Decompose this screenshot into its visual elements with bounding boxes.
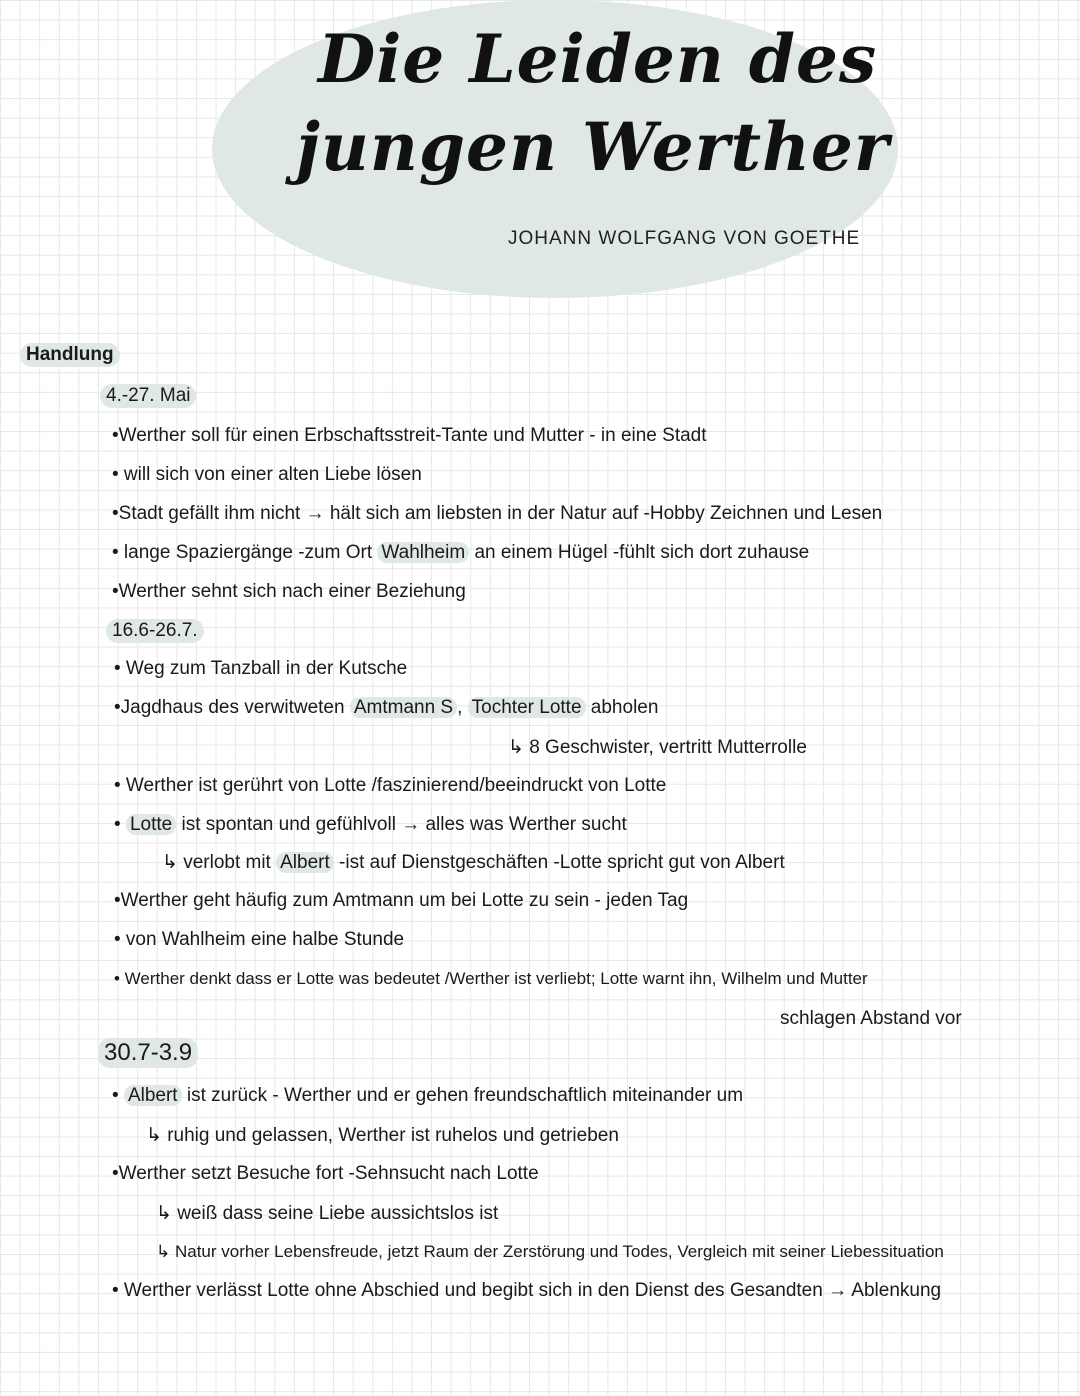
title-line-1: Die Leiden des — [318, 20, 878, 98]
plot-line-7-text-a: •Jagdhaus des verwitweten — [114, 697, 345, 718]
highlight-wahlheim: Wahlheim — [377, 542, 469, 563]
plot-line-10-text: ist spontan und gefühlvoll → alles was Werther sucht — [181, 814, 627, 835]
plot-line-16-text: ist zurück - Werther und er gehen freundschaftlich miteinander um — [186, 1085, 744, 1106]
plot-line-4 — [112, 542, 809, 564]
plot-line-17: ↳ ruhig und gelassen, Werther ist ruhelos und getrieben — [146, 1125, 619, 1146]
highlight-albert-2: Albert — [124, 1085, 182, 1106]
highlight-amtmann: Amtmann S — [350, 697, 457, 718]
section-heading: Handlung — [20, 343, 120, 367]
plot-line-7 — [114, 697, 658, 719]
plot-line-19: ↳ weiß dass seine Liebe aussichtslos ist — [156, 1203, 499, 1224]
plot-line-1: •Werther soll für einen Erbschaftsstreit-Tante und Mutter - in eine Stadt — [112, 425, 707, 446]
plot-line-8: ↳ 8 Geschwister, vertritt Mutterrolle — [508, 737, 807, 758]
plot-line-7-sep: , — [457, 697, 463, 718]
highlight-albert: Albert — [276, 852, 334, 873]
plot-line-18: •Werther setzt Besuche fort -Sehnsucht nach Lotte — [112, 1163, 539, 1184]
plot-line-10: • Lotte ist spontan und gefühlvoll → alles was Werther sucht — [114, 814, 627, 835]
plot-line-7-text-b: abholen — [590, 697, 659, 718]
plot-line-11 — [162, 851, 785, 874]
plot-line-5: •Werther sehnt sich nach einer Beziehung — [112, 581, 466, 602]
highlight-tochter-lotte: Tochter Lotte — [468, 697, 586, 718]
plot-line-12: •Werther geht häufig zum Amtmann um bei Lotte zu sein - jeden Tag — [114, 890, 689, 911]
plot-line-6: • Weg zum Tanzball in der Kutsche — [114, 658, 408, 679]
plot-line-20: ↳ Natur vorher Lebensfreude, jetzt Raum der Zerstörung und Todes, Vergleich mit seiner Liebessituation — [156, 1242, 944, 1261]
date-range-2: 16.6-26.7. — [106, 619, 204, 643]
plot-line-15: schlagen Abstand vor — [780, 1008, 962, 1029]
date-range-1: 4.-27. Mai — [100, 384, 196, 408]
author-name: JOHANN WOLFGANG VON GOETHE — [508, 228, 861, 249]
plot-line-4-text-a: • lange Spaziergänge -zum Ort — [112, 542, 373, 563]
highlight-lotte: Lotte — [126, 814, 176, 835]
plot-line-13: • von Wahlheim eine halbe Stunde — [114, 929, 405, 950]
plot-line-2: • will sich von einer alten Liebe lösen — [112, 464, 422, 485]
plot-line-16: • Albert ist zurück - Werther und er gehen freundschaftlich miteinander um — [112, 1085, 744, 1106]
title-line-2: jungen Werther — [296, 108, 890, 186]
plot-line-4-text-b: an einem Hügel -fühlt sich dort zuhause — [474, 542, 810, 563]
plot-line-21: • Werther verlässt Lotte ohne Abschied und begibt sich in den Dienst des Gesandten → Ablenkung — [112, 1280, 942, 1301]
plot-line-11-text-b: -ist auf Dienstgeschäften -Lotte spricht gut von Albert — [339, 852, 785, 873]
date-range-3: 30.7-3.9 — [98, 1038, 198, 1068]
plot-line-3: •Stadt gefällt ihm nicht → hält sich am liebsten in der Natur auf -Hobby Zeichnen und Lesen — [112, 503, 883, 524]
plot-line-9: • Werther ist gerührt von Lotte /faszinierend/beeindruckt von Lotte — [114, 775, 667, 796]
plot-line-11-text-a: ↳ verlobt mit — [162, 852, 271, 873]
plot-line-14: • Werther denkt dass er Lotte was bedeutet /Werther ist verliebt; Lotte warnt ihn, Wilhelm und Mutter — [114, 969, 868, 988]
